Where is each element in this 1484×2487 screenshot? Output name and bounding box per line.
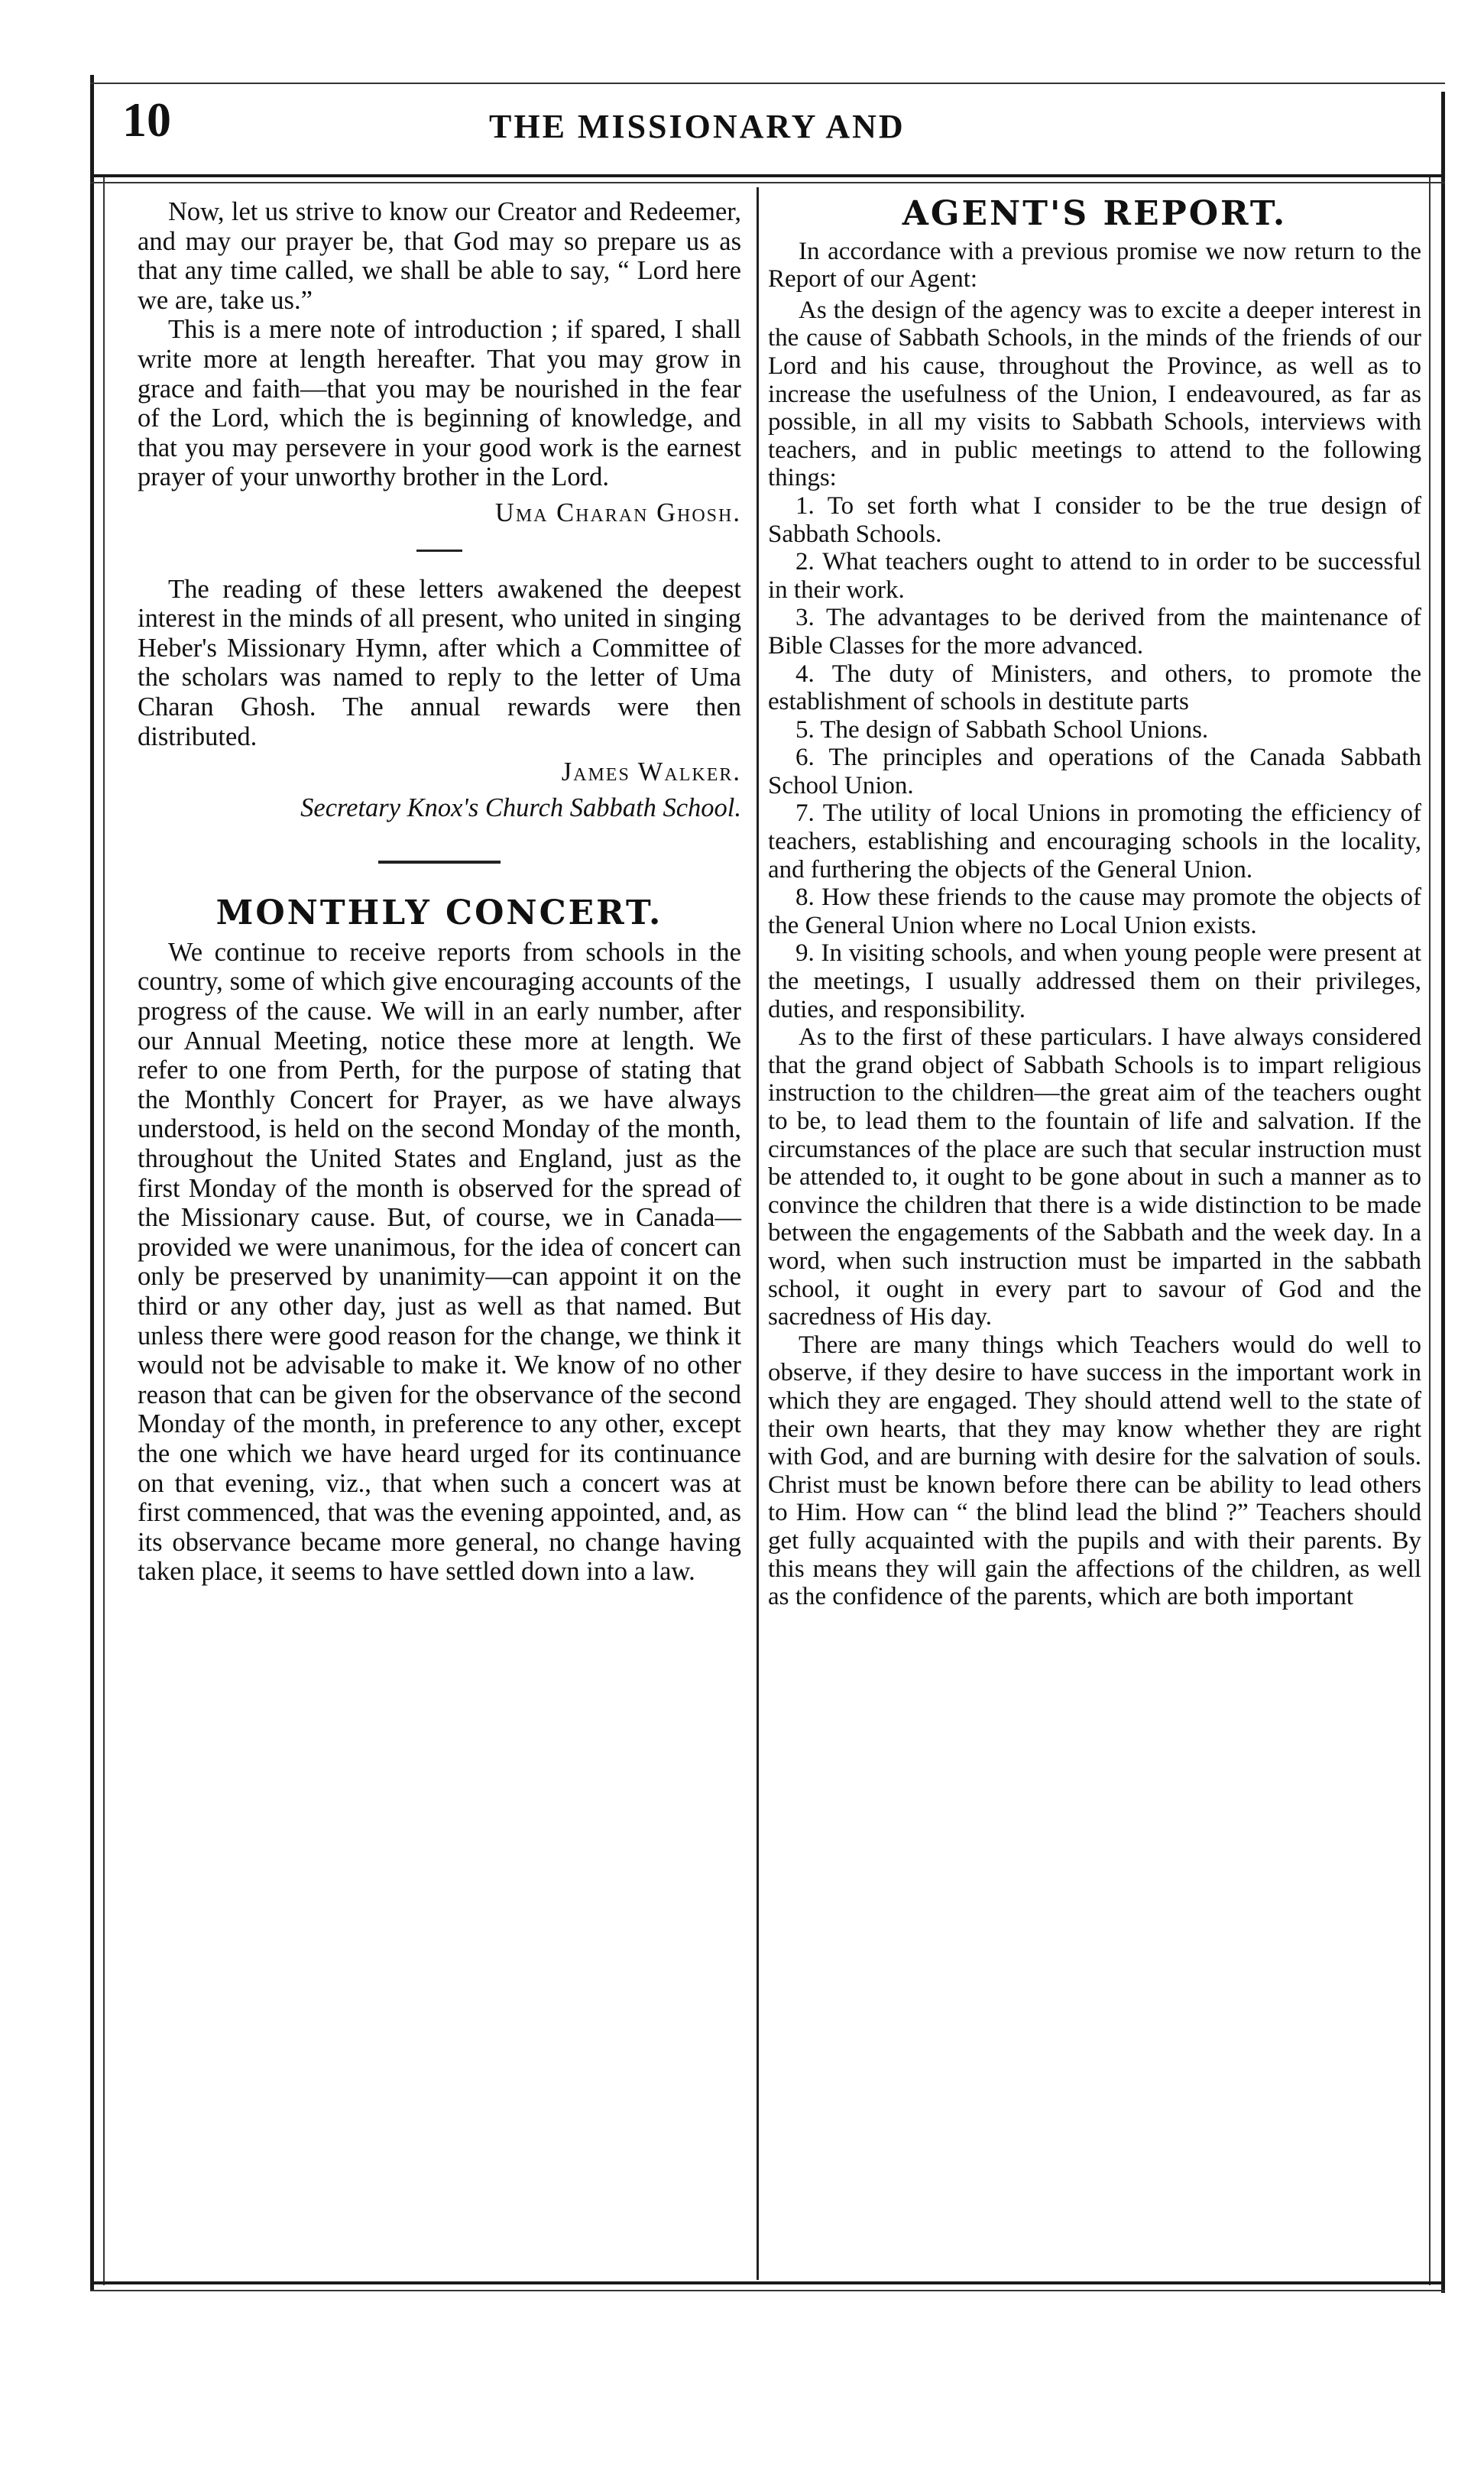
right-column <box>768 194 1421 1611</box>
short-divider <box>416 550 462 552</box>
list-item: 7. The utility of local Unions in promoting the efficiency of teachers, establishing and encouraging schools in the locality, and furthering the objects of the General Union. <box>768 799 1421 884</box>
list-item: 2. What teachers ought to attend to in order to be successful in their work. <box>768 548 1421 604</box>
list-item: 3. The advantages to be derived from the maintenance of Bible Classes for the more advanced. <box>768 604 1421 660</box>
monthly-concert-paragraph: We continue to receive reports from schools in the country, some of which give encouraging accounts of the progress of the cause. We will in an early number, after our Annual Meeting, notice these more at length. We refer to one from Perth, for the purpose of stating that the Monthly Concert for Prayer, as we have always understood, is held on the second Monday of the month, throughout the United States and England, just as the first Monday of the month is observed for the spread of the Missionary cause. But, of course, we in Canada—provided we were unanimous, for the idea of concert can only be preserved by unanimity—can appoint it on the third or any other day, just as well as that named. But unless there were good reason for the change, we think it would not be advisable to make it. We know of no other reason that can be given for the observance of the second Monday of the month, in preference to any other, except the one which we have heard urged for its continuance on that evening, viz., that when such a concert was at first commenced, that was the evening appointed, and, as its observance became more general, no change having taken place, it seems to have settled down into a law. <box>138 937 741 1587</box>
section-divider <box>378 861 501 864</box>
header-bottom-thin-rule <box>90 182 1445 183</box>
frame-outer-left-rule <box>90 75 94 2291</box>
list-item: 6. The principles and operations of the Canada Sabbath School Union. <box>768 744 1421 799</box>
frame-outer-right-rule <box>1441 92 1445 2293</box>
secretary-signature: James Walker. <box>561 757 741 787</box>
running-title: THE MISSIONARY AND <box>489 108 906 145</box>
secretary-title: Secretary Knox's Church Sabbath School. <box>300 793 741 822</box>
column-divider <box>757 187 759 2280</box>
left-column <box>138 197 741 1587</box>
letter-introduction-paragraph: This is a mere note of introduction ; if spared, I shall write more at length hereafter. That you may grow in grace and faith—that you may be nourished in the fear of the Lord, which the is beginning of knowledge, and that you may persevere in your good work is the earnest prayer of your unworthy brother in the Lord. <box>138 315 741 492</box>
agent-report-intro: In accordance with a previous promise we now return to the Report of our Agent: <box>768 237 1421 293</box>
list-item: 1. To set forth what I consider to be the true design of Sabbath Schools. <box>768 491 1421 548</box>
list-item: 5. The design of Sabbath School Unions. <box>795 715 1209 744</box>
list-item: 8. How these friends to the cause may promote the objects of the General Union where no Local Union exists. <box>768 884 1421 939</box>
letter-signature: Uma Charan Ghosh. <box>494 498 741 527</box>
meeting-report-paragraph: The reading of these letters awakened the deepest interest in the minds of all present, who united in singing Heber's Missionary Hymn, after which a Committee of the scholars was named to reply to the letter of Uma Charan Ghosh. The annual rewards were then distributed. <box>138 574 741 751</box>
agents-report-heading: AGENT'S REPORT. <box>902 194 1288 233</box>
frame-inner-left-rule <box>103 176 105 2285</box>
header-bottom-thick-rule <box>90 174 1445 177</box>
footer-thin-rule <box>90 2290 1445 2291</box>
teachers-advice-paragraph: There are many things which Teachers would do well to observe, if they desire to have success in the important work in which they are engaged. They should attend well to the state of their own hearts, that they may know whether they are right with God, and are burning with desire for the salvation of souls. Christ must be known before there can be ability to lead others to Him. How can “ the blind lead the blind ?” Teachers should get fully acquainted with the pupils and with their parents. By this means they will gain the affections of the children, as well as the confidence of the parents, which are both important <box>768 1331 1421 1611</box>
agency-design-paragraph: As the design of the agency was to excite a deeper interest in the cause of Sabbath Schools, in the minds of the friends of our Lord and his cause, throughout the Province, as well as to increase the usefulness of the Union, I endeavoured, as far as possible, in all my visits to Sabbath Schools, interviews with teachers, and in public meetings to attend to the following things: <box>768 296 1421 492</box>
list-item: 4. The duty of Ministers, and others, to promote the establishment of schools in destitute parts <box>768 660 1421 716</box>
footer-thick-rule <box>90 2281 1445 2284</box>
header-top-rule <box>90 83 1445 84</box>
first-particular-paragraph: As to the first of these particulars. I have always considered that the grand object of Sabbath Schools is to impart religious instruction to the children—the great aim of the teachers ought to be, to lead them to the fountain of life and salvation. If the circumstances of the place are such that secular instruction must be attended to, it ought to be gone about in such a manner as to convince the children that there is a wide distinction to be made between the engagements of the Sabbath and the week day. In a word, when such instruction must be imparted in the sabbath school, it ought in every part to savour of God and the sacredness of His day. <box>768 1023 1421 1331</box>
letter-closing-paragraph: Now, let us strive to know our Creator and Redeemer, and may our prayer be, that God may so prepare us as that any time called, we shall be able to say, “ Lord here we are, take us.” <box>138 197 741 315</box>
monthly-concert-heading: MONTHLY CONCERT. <box>215 893 663 933</box>
frame-inner-right-rule <box>1429 176 1431 2285</box>
page-number: 10 <box>122 92 171 147</box>
list-item: 9. In visiting schools, and when young people were present at the meetings, I usually addressed them on their privileges, duties, and responsibility. <box>768 939 1421 1023</box>
